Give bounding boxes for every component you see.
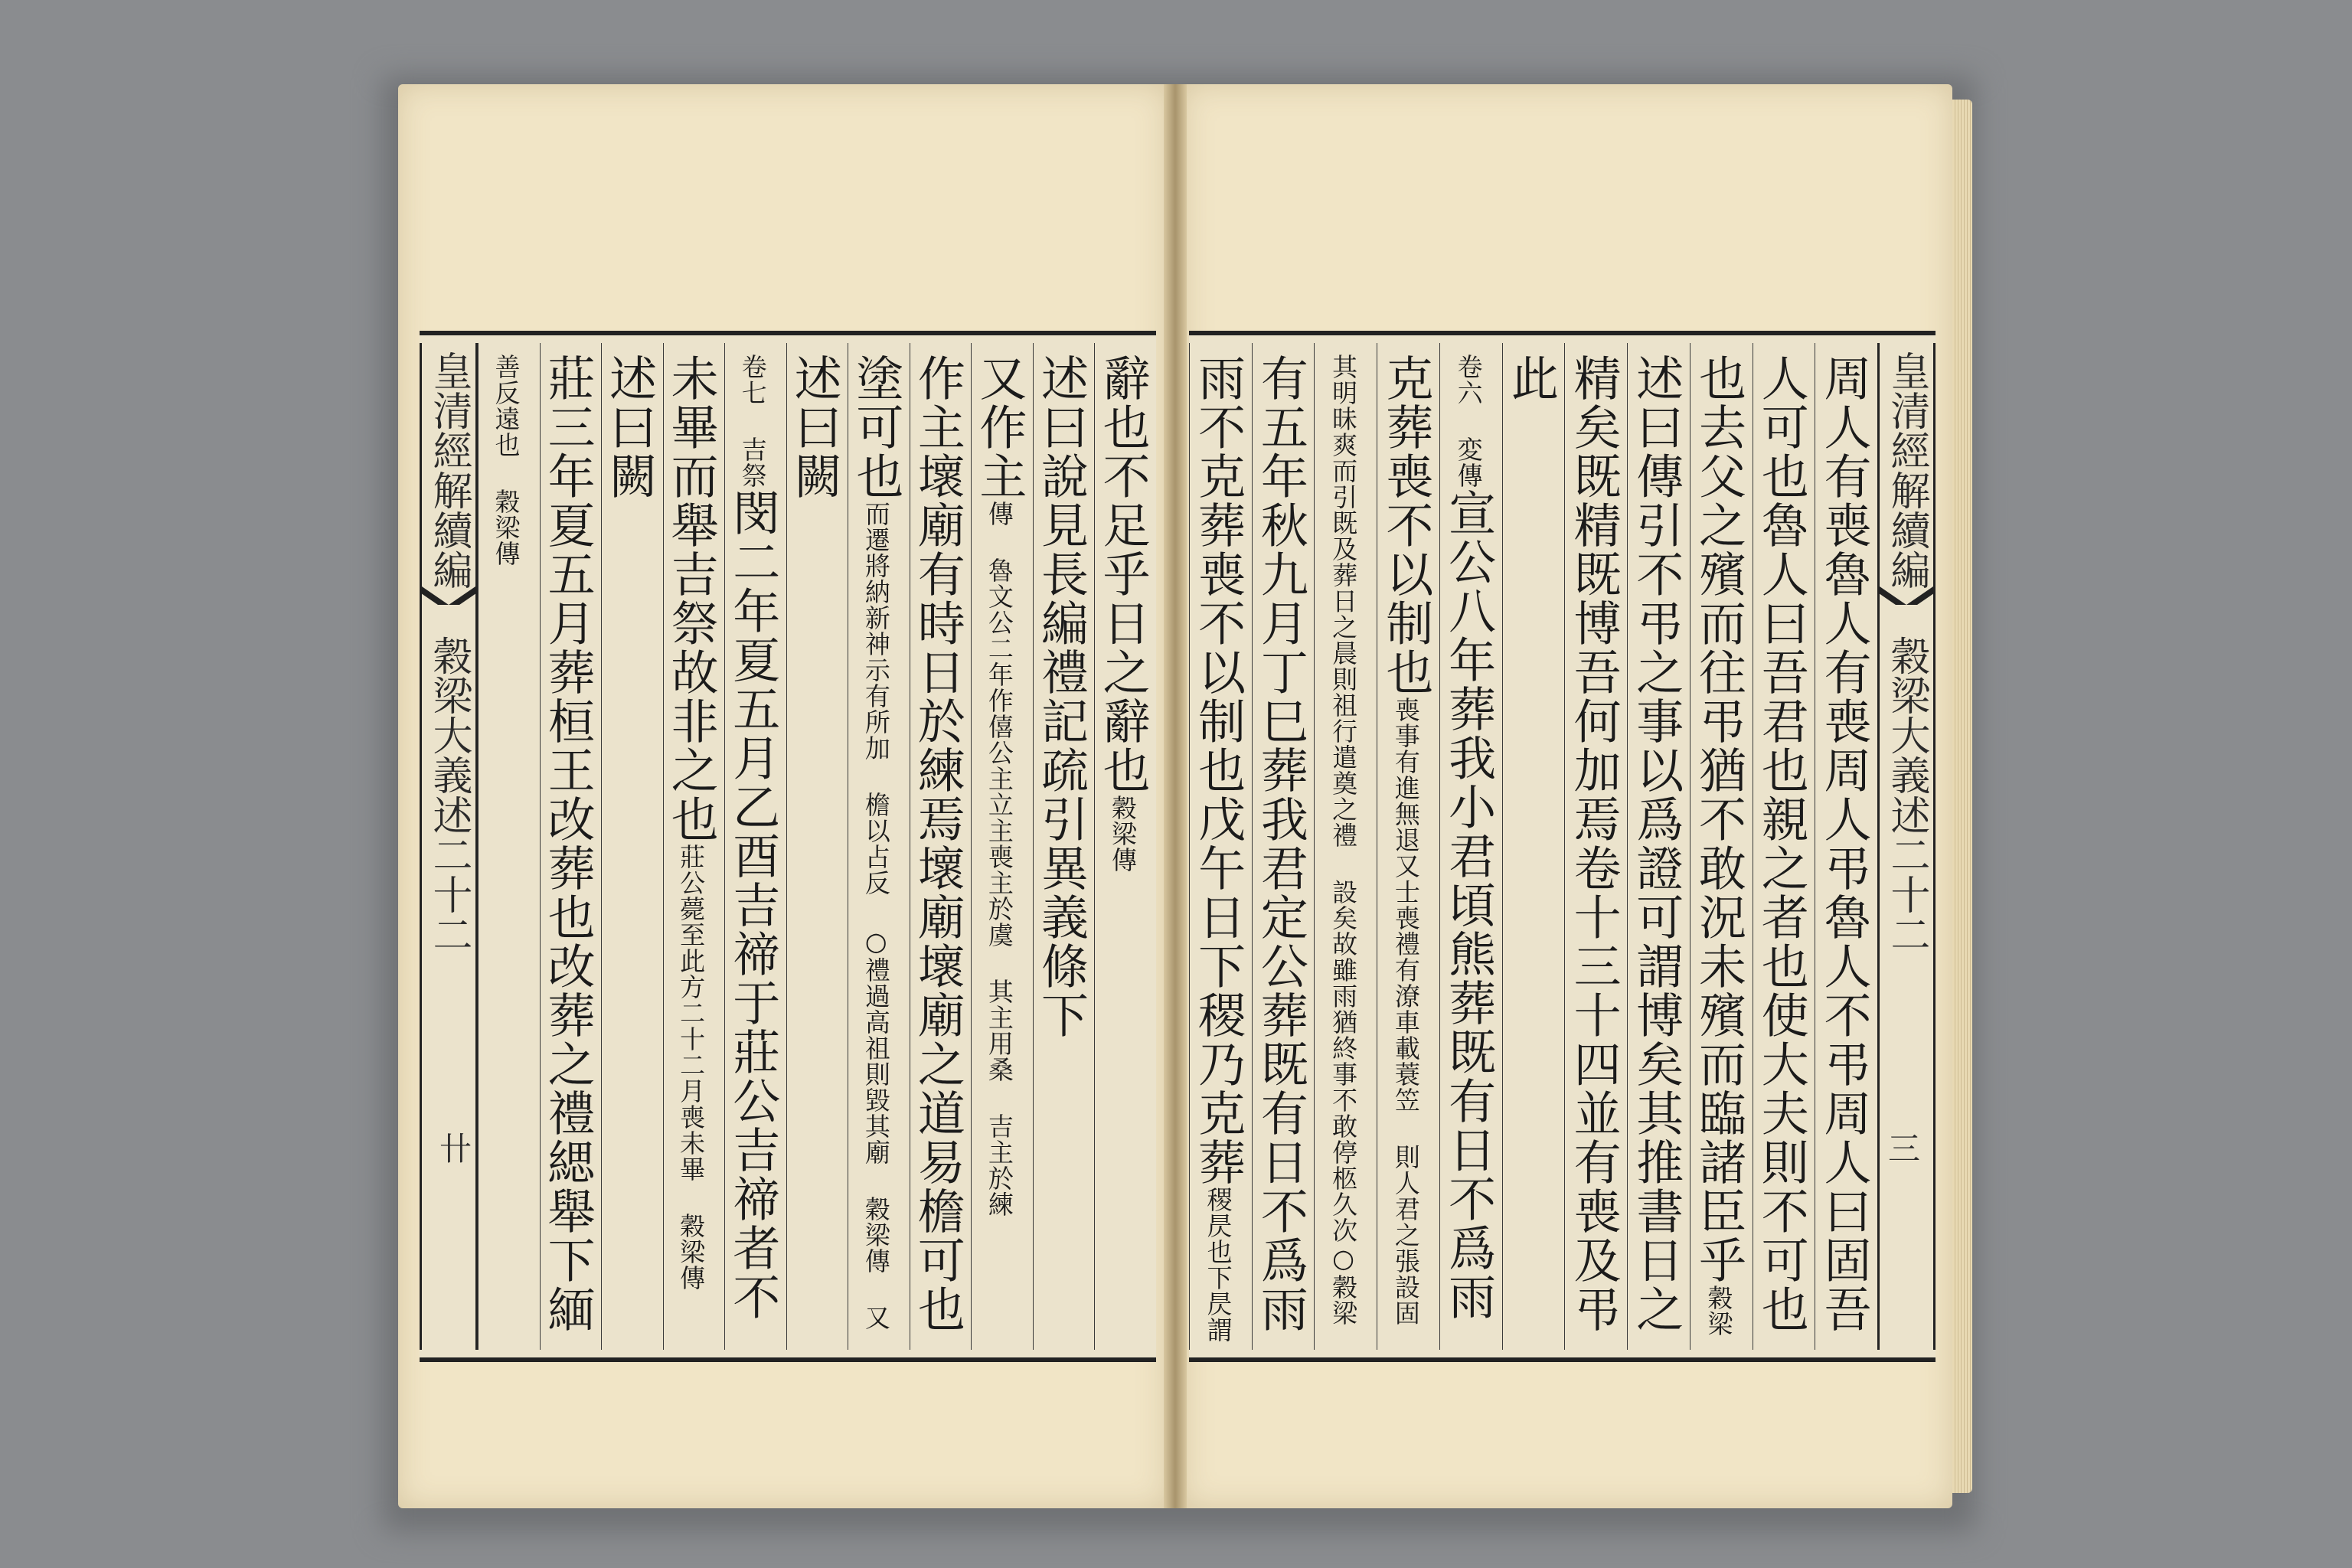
column-main-text: 雨不克葬喪不以制也戊午日下稷乃克葬 [1190,354,1246,1187]
left-margin-column [420,343,478,1350]
column-main-text: 未畢而舉吉祭故非之也 [663,354,720,844]
right-margin-section: 穀梁大義述二十二 [1883,635,1929,954]
column-main-text: 述曰傳引不弔之事以爲證可謂博矣其推書日之 [1628,354,1684,1334]
column-main-text: 人可也魯人曰吾君也親之者也使大夫則不可也 [1753,354,1810,1334]
column-main-text: 述曰闕 [601,354,658,501]
left-text-columns [478,343,1156,1350]
text-column [1815,343,1877,1350]
text-column [1502,343,1565,1350]
text-column [1094,343,1156,1350]
column-main-text: 精矣既精既博吾何加焉卷十三十四並有喪及弔 [1566,354,1622,1334]
column-note-text: 而遷將納新神示有所加 檐以占反 ○禮過高祖則毀其廟 穀梁傳 又 [861,501,891,1331]
column-note-text: 善反遠也 穀梁傳 [491,354,521,567]
column-main-text: 有五年秋九月丁巳葬我君定公葬既有日不爲雨 [1253,354,1309,1334]
text-column [1564,343,1627,1350]
left-print-area [420,331,1156,1362]
column-note-text: 莊公薨至此方二十二月喪未畢 穀梁傳 [676,844,707,1291]
text-column [1690,343,1753,1350]
text-column [848,343,910,1350]
column-main-text: 述曰闕 [786,354,843,501]
column-main-text: 克葬喪不以制也 [1377,354,1434,697]
right-margin-title: 皇清經解續編 [1883,351,1929,590]
column-main-text: 周人有喪魯人有喪周人弔魯人不弔周人曰固吾 [1816,354,1872,1334]
text-column [1377,343,1439,1350]
column-note-text: 其明昧爽而引既及葬日之晨則祖行遣奠之禮 設矣故雖雨猶終事不敢停柩久次○穀梁 [1328,354,1359,1326]
column-main-text: 此 [1503,354,1560,403]
text-column [1753,343,1815,1350]
column-note-text: 穀梁 [1704,1285,1734,1337]
right-text-columns [1189,343,1877,1350]
column-main-text: 塗可也 [848,354,904,501]
column-note-text: 傳 魯文公二年作僖公主立主喪主於虞 其主用桑 吉主於練 [984,501,1014,1217]
column-main-text: 宣公八年葬我小君頃熊葬既有日不爲雨 [1440,488,1497,1321]
column-note-text: 稷昃也下昃謂 [1203,1187,1233,1343]
left-margin-title: 皇清經解續編 [426,351,472,590]
text-column [478,343,540,1350]
column-main-text: 作主壞廟有時日於練焉壞廟壞廟之道易檐可也 [910,354,966,1334]
text-column [910,343,972,1350]
right-print-area [1189,331,1936,1362]
text-column [1189,343,1252,1350]
text-column [1252,343,1315,1350]
text-column [1033,343,1095,1350]
left-folio: 卄 [435,1132,472,1164]
column-note-text: 穀梁傳 [1108,795,1138,873]
text-column [601,343,663,1350]
column-note-text: 卷六 変傳 [1453,354,1484,488]
right-margin-column [1877,343,1936,1350]
column-note-text: 卷七 吉祭 [737,354,768,488]
right-folio: 三 [1883,1132,1921,1164]
text-column [724,343,786,1350]
column-note-text: 喪事有進無退又士喪禮有潦車載蓑笠 則人君之張設固 [1390,697,1421,1326]
text-column [663,343,725,1350]
column-main-text: 辭也不足乎日之辭也 [1095,354,1151,795]
column-main-text: 也去父之殯而往弔猶不敢況未殯而臨諸臣乎 [1690,354,1747,1285]
column-main-text: 述曰說見長編禮記疏引異義條下 [1033,354,1089,1040]
text-column [786,343,848,1350]
text-column [1439,343,1502,1350]
page-edges [1952,100,1972,1493]
text-column [971,343,1033,1350]
book-gutter [1164,84,1187,1508]
text-column [1627,343,1690,1350]
column-main-text: 又作主 [971,354,1027,501]
left-margin-section: 穀梁大義述二十二 [426,635,472,954]
column-main-text: 閔二年夏五月乙酉吉禘于莊公吉禘者不 [724,488,781,1321]
text-column [1314,343,1377,1350]
text-column [540,343,602,1350]
column-main-text: 莊三年夏五月葬桓王改葬也改葬之禮緦舉下緬 [540,354,596,1334]
